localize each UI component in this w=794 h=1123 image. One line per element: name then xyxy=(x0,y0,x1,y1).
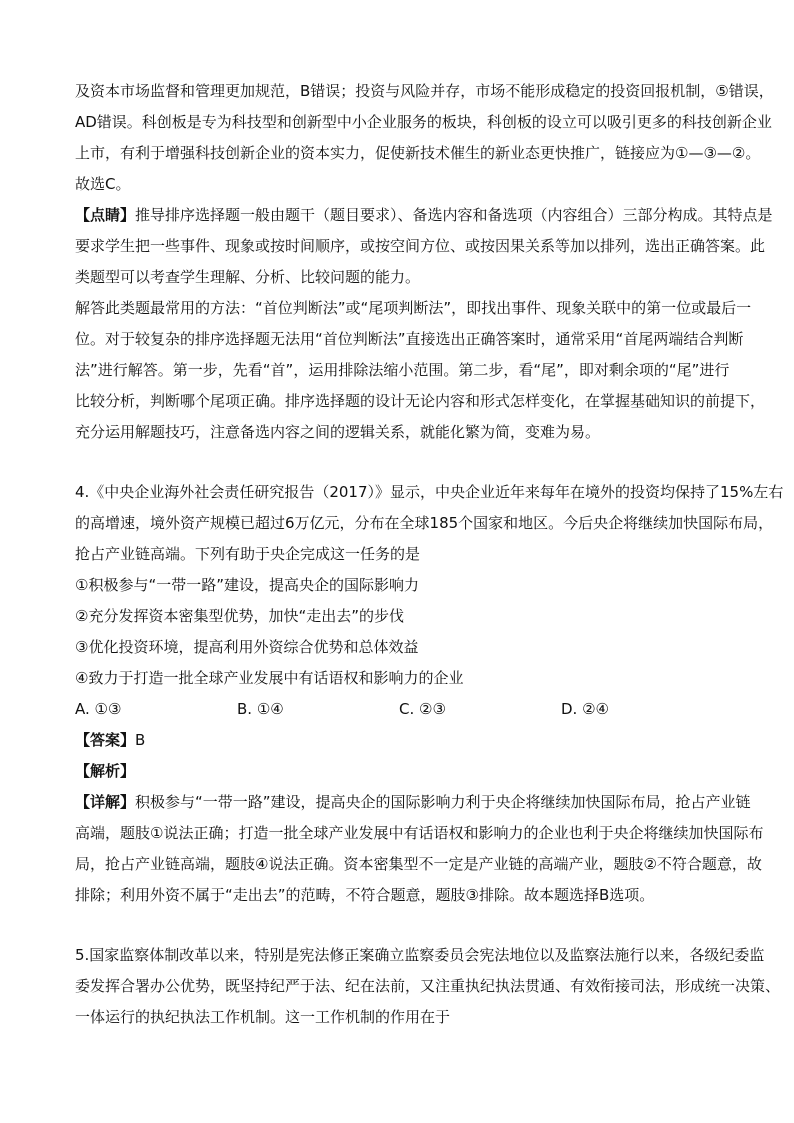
question-5 xyxy=(75,940,781,1033)
question-stem-line: 一体运行的执纪执法工作机制。这一工作机制的作用在于 xyxy=(75,1008,451,1026)
question-stem-line: 委发挥合署办公优势，既坚持纪严于法、纪在法前，又注重执纪执法贯通、有效衔接司法，形成统一决策、 xyxy=(75,977,781,995)
text-line: 推导排序选择题一般由题干（题目要求）、备选内容和备选项（内容组合）三部分构成。其特点是 xyxy=(135,206,773,224)
dianjing-tag: 【点睛】 xyxy=(75,206,136,224)
text-line: 要求学生把一些事件、现象或按时间顺序，或按空间方位、或按因果关系等加以排列，选出正确答案。此 xyxy=(75,237,766,255)
option-b: B. ①④ xyxy=(237,700,284,718)
text-line: 局，抢占产业链高端，题肢④说法正确。资本密集型不一定是产业链的高端产业，题肢②不符合题意，故 xyxy=(75,855,762,873)
text-line: 位。对于较复杂的排序选择题无法用“首位判断法”直接选出正确答案时，通常采用“首尾两端结合判断 xyxy=(75,330,744,348)
question-stem-line: 4.《中央企业海外社会责任研究报告（2017）》显示，中央企业近年来每年在境外的投资均保持了15%左右 xyxy=(75,483,784,501)
text-line: 高端，题肢①说法正确；打造一批全球产业发展中有话语权和影响力的企业也利于央企将继续加快国际布 xyxy=(75,824,764,842)
analysis-continuation xyxy=(75,76,774,200)
dianjing-section xyxy=(75,200,773,293)
method-paragraph xyxy=(75,293,766,448)
choice-item: ③优化投资环境，提高利用外资综合优势和总体效益 xyxy=(75,638,419,656)
document-page xyxy=(75,76,784,1033)
option-c: C. ②③ xyxy=(399,700,446,718)
choice-item: ①积极参与“一带一路”建设，提高央企的国际影响力 xyxy=(75,576,419,594)
answer-line xyxy=(75,725,730,756)
choice-item: ②充分发挥资本密集型优势，加快“走出去”的步伐 xyxy=(75,607,404,625)
text-line: 类题型可以考查学生理解、分析、比较问题的能力。 xyxy=(75,268,421,286)
analysis-tag: 【解析】 xyxy=(75,762,136,780)
choice-item: ④致力于打造一批全球产业发展中有话语权和影响力的企业 xyxy=(75,669,464,687)
text-line: 解答此类题最常用的方法：“首位判断法”或“尾项判断法”，即找出事件、现象关联中的第一位或最后一 xyxy=(75,299,752,317)
answer-tag: 【答案】 xyxy=(75,731,136,749)
option-d: D. ②④ xyxy=(561,700,609,718)
question-stem-line: 5.国家监察体制改革以来，特别是宪法修正案确立监察委员会宪法地位以及监察法施行以来，各级纪委监 xyxy=(75,946,765,964)
text-line: 故选C。 xyxy=(75,175,131,193)
text-line: 比较分析，判断哪个尾项正确。排序选择题的设计无论内容和形式怎样变化，在掌握基础知识的前提下， xyxy=(75,392,766,410)
text-line: 积极参与“一带一路”建设，提高央企的国际影响力利于央企将继续加快国际布局，抢占产业链 xyxy=(135,793,751,811)
option-a: A. ①③ xyxy=(75,700,122,718)
text-line: 上市，有利于增强科技创新企业的资本实力，促使新技术催生的新业态更快推广，链接应为①—③—②。 xyxy=(75,144,761,162)
question-stem-line: 的高增速，境外资产规模已超过6万亿元，分布在全球185个国家和地区。今后央企将继续加快国际布局， xyxy=(75,514,774,532)
text-line: 及资本市场监督和管理更加规范，B错误；投资与风险并存，市场不能形成稳定的投资回报机制，⑤错误， xyxy=(75,82,774,100)
text-line: AD错误。科创板是专为科技型和创新型中小企业服务的板块，科创板的设立可以吸引更多的科技创新企业 xyxy=(75,113,772,131)
answer-options xyxy=(75,694,730,725)
text-line: 充分运用解题技巧，注意备选内容之间的逻辑关系，就能化繁为简，变难为易。 xyxy=(75,423,601,441)
answer-value: B xyxy=(135,731,146,749)
text-line: 排除；利用外资不属于“走出去”的范畴，不符合题意，题肢③排除。故本题选择B选项。 xyxy=(75,886,655,904)
question-4 xyxy=(75,477,784,911)
question-stem-line: 抢占产业链高端。下列有助于央企完成这一任务的是 xyxy=(75,545,421,563)
text-line: 法”进行解答。第一步，先看“首”，运用排除法缩小范围。第二步，看“尾”，即对剩余项的“尾”进行 xyxy=(75,361,730,379)
detail-tag: 【详解】 xyxy=(75,793,136,811)
